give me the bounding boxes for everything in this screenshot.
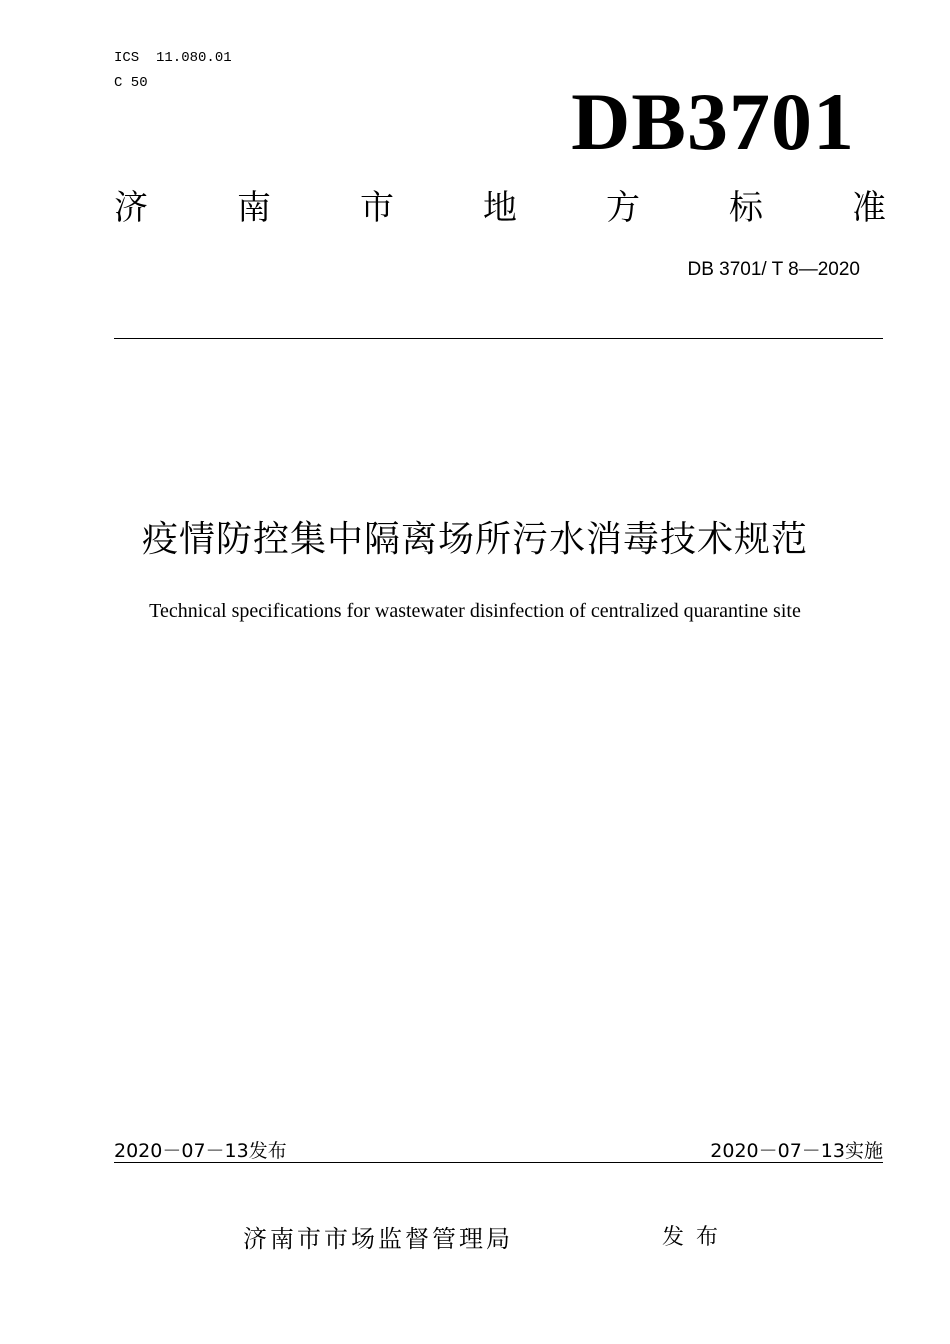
document-title-english: Technical specifications for wastewater disinfection of centralized quarantine site — [149, 600, 801, 622]
issue-label: 发布 — [662, 1225, 731, 1250]
document-title-chinese: 疫情防控集中隔离场所污水消毒技术规范 — [141, 519, 808, 560]
standard-type-char: 南 — [237, 188, 271, 228]
ics-code: ICS 11.080.01 — [114, 50, 232, 66]
standard-type-char: 方 — [606, 188, 640, 228]
standard-number: DB 3701/ T 8—2020 — [687, 259, 860, 280]
header-divider — [114, 338, 883, 339]
standard-type-char: 地 — [483, 188, 517, 228]
ccs-code: C 50 — [114, 75, 148, 91]
standard-code-logo: DB3701 — [571, 76, 855, 167]
issuing-authority: 济南市市场监督管理局 — [243, 1225, 513, 1253]
standard-type-char: 标 — [729, 188, 763, 228]
standard-type-char: 济 — [114, 188, 148, 228]
standard-type-heading — [114, 186, 886, 230]
implementation-date: 2020－07－13实施 — [710, 1140, 883, 1162]
standard-type-char: 市 — [360, 188, 394, 228]
standard-type-char: 准 — [852, 188, 886, 228]
issue-date: 2020－07－13发布 — [114, 1140, 287, 1162]
footer-divider — [114, 1162, 883, 1163]
